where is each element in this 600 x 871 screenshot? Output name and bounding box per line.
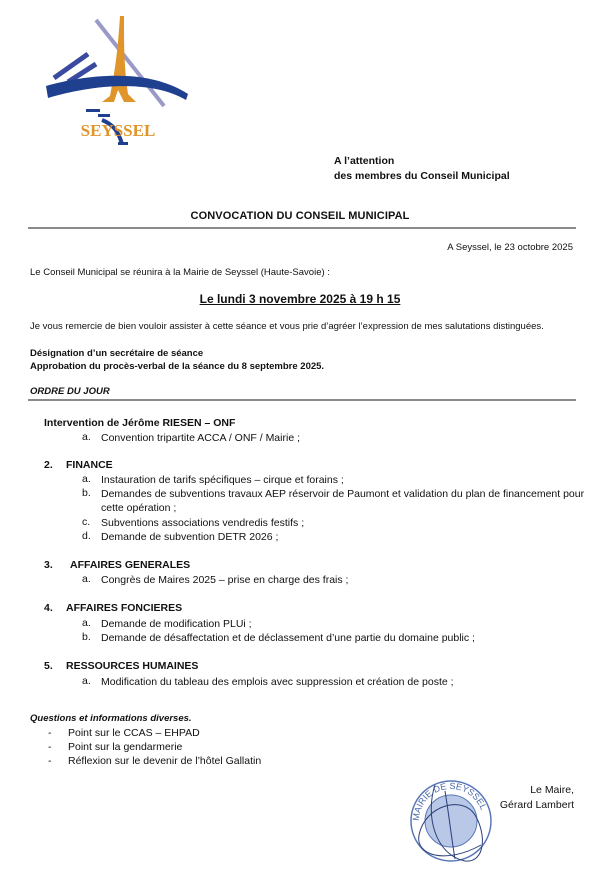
bullet-dash: - xyxy=(48,755,52,767)
question-item xyxy=(48,741,182,753)
item-text: Demandes de subventions travaux AEP réservoir de Paumont et validation du plan de financement pour cette opération ; xyxy=(101,488,585,514)
item-letter: b. xyxy=(82,631,91,643)
section-number: 3. xyxy=(44,559,53,571)
thanks-text: Je vous remercie de bien vouloir assister à cette séance et vous prie d’agréer l’expression de mes salutations distinguées. xyxy=(30,321,544,332)
agenda-heading: ORDRE DU JOUR xyxy=(30,386,110,397)
item-text: Demande de modification PLUi ; xyxy=(101,618,252,630)
agenda-item xyxy=(82,473,344,487)
meeting-datetime: Le lundi 3 novembre 2025 à 19 h 15 xyxy=(199,292,401,306)
agenda-section-ressources-humaines xyxy=(44,660,198,672)
item-text: Congrès de Maires 2025 – prise en charge des frais ; xyxy=(101,574,349,586)
item-text: Demande de subvention DETR 2026 ; xyxy=(101,531,279,543)
agenda-item xyxy=(82,431,300,445)
item-text: Subventions associations vendredis festifs ; xyxy=(101,517,305,529)
preliminary-2: Approbation du procès-verbal de la séance du 8 septembre 2025. xyxy=(30,361,325,372)
bullet-dash: - xyxy=(48,727,52,739)
item-text: Modification du tableau des emplois avec suppression et création de poste ; xyxy=(101,676,454,688)
stamp-text: MAIRIE DE SEYSSEL xyxy=(410,780,489,822)
question-text: Réflexion sur le devenir de l’hôtel Gallatin xyxy=(68,755,262,767)
section-number: 2. xyxy=(44,459,53,471)
section-title: FINANCE xyxy=(66,459,113,471)
agenda-item xyxy=(82,487,591,515)
agenda-divider xyxy=(28,399,576,401)
agenda-section-affaires-generales xyxy=(44,559,190,571)
item-text: Demande de désaffectation et de déclassement d’une partie du domaine public ; xyxy=(101,632,475,644)
agenda-item xyxy=(82,617,252,631)
item-letter: b. xyxy=(82,487,91,499)
section-number: 4. xyxy=(44,602,53,614)
intro-text: Le Conseil Municipal se réunira à la Mairie de Seyssel (Haute-Savoie) : xyxy=(30,267,330,278)
agenda-item xyxy=(82,516,304,530)
question-item xyxy=(48,755,261,767)
agenda-item xyxy=(82,573,348,587)
questions-title: Questions et informations diverses. xyxy=(30,713,192,724)
question-text: Point sur le CCAS – EHPAD xyxy=(68,727,200,739)
bullet-dash: - xyxy=(48,741,52,753)
place-date: A Seyssel, le 23 octobre 2025 xyxy=(447,242,573,253)
preliminary-1: Désignation d’un secrétaire de séance xyxy=(30,348,204,359)
item-text: Instauration de tarifs spécifiques – cirque et forains ; xyxy=(101,474,344,486)
item-letter: a. xyxy=(82,675,91,687)
item-letter: a. xyxy=(82,431,91,443)
signature-name: Gérard Lambert xyxy=(499,799,574,811)
document-title: CONVOCATION DU CONSEIL MUNICIPAL xyxy=(190,210,410,222)
recipient-line-2: des membres du Conseil Municipal xyxy=(334,170,510,182)
section-title: RESSOURCES HUMAINES xyxy=(66,660,199,672)
section-title: AFFAIRES GENERALES xyxy=(70,559,191,571)
mairie-stamp xyxy=(405,775,497,867)
title-divider xyxy=(28,227,576,229)
agenda-section-affaires-foncieres xyxy=(44,602,182,614)
agenda-item xyxy=(82,675,454,689)
signature-role: Le Maire, xyxy=(530,784,574,796)
item-letter: a. xyxy=(82,617,91,629)
section-number: 5. xyxy=(44,660,53,672)
agenda-section-finance xyxy=(44,459,113,471)
agenda-item xyxy=(82,530,278,544)
seyssel-logo xyxy=(38,6,198,146)
agenda-section-onf xyxy=(44,417,235,429)
item-letter: a. xyxy=(82,573,91,585)
section-title: AFFAIRES FONCIERES xyxy=(66,602,183,614)
item-letter: a. xyxy=(82,473,91,485)
item-letter: c. xyxy=(82,516,91,528)
item-letter: d. xyxy=(82,530,91,542)
item-text: Convention tripartite ACCA / ONF / Mairie ; xyxy=(101,432,300,444)
agenda-item xyxy=(82,631,475,645)
question-item xyxy=(48,727,200,739)
section-title: Intervention de Jérôme RIESEN – ONF xyxy=(44,417,236,429)
logo-text: SEYSSEL xyxy=(80,121,156,140)
signature-block xyxy=(500,783,574,813)
recipient-line-1: A l’attention xyxy=(334,155,395,167)
question-text: Point sur la gendarmerie xyxy=(68,741,183,753)
